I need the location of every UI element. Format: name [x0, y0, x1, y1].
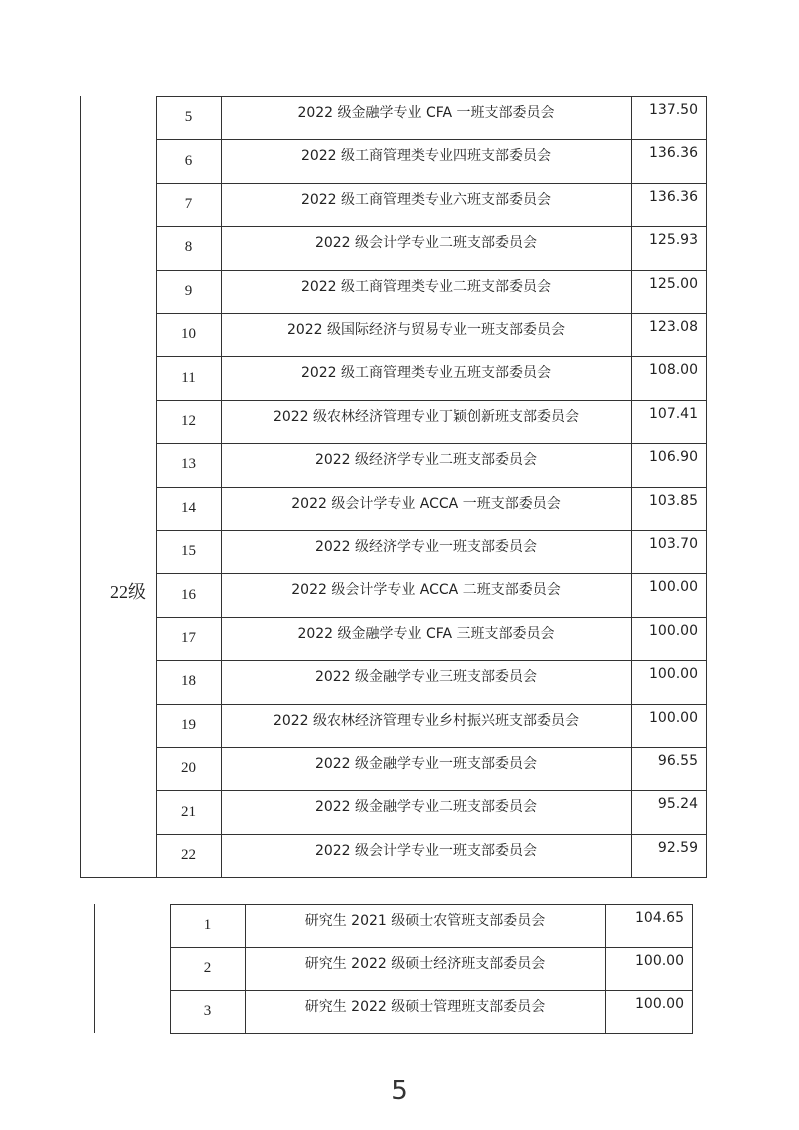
- score-value: 100.00: [649, 709, 698, 726]
- row-number: 13: [181, 456, 196, 473]
- branch-name: 2022 级会计学专业二班支部委员会: [314, 235, 538, 252]
- score-value: 136.36: [649, 145, 698, 162]
- table-border: [94, 904, 95, 1033]
- row-number: 12: [181, 412, 196, 429]
- branch-name: 研究生 2022 级硕士经济班支部委员会: [304, 956, 546, 972]
- score-value: 100.00: [649, 622, 698, 639]
- score-value: 95.24: [657, 796, 698, 813]
- score-value: 100.00: [635, 996, 684, 1012]
- table-border: [80, 96, 81, 877]
- score-value: 125.00: [649, 275, 698, 292]
- branch-name: 2022 级经济学专业二班支部委员会: [314, 452, 538, 469]
- row-number: 15: [181, 543, 196, 560]
- score-value: 96.55: [657, 753, 698, 769]
- score-value: 104.65: [635, 910, 684, 926]
- row-number: 5: [184, 109, 193, 126]
- score-value: 123.08: [649, 319, 698, 335]
- branch-name: 2022 级农林经济管理专业乡村振兴班支部委员会: [272, 712, 580, 729]
- row-number: 16: [181, 586, 196, 603]
- branch-name: 2022 级会计学专业 ACCA 二班支部委员会: [291, 582, 561, 599]
- score-value: 103.70: [649, 536, 698, 552]
- table-border: [80, 877, 156, 878]
- table-border: [170, 1033, 693, 1034]
- row-number: 20: [181, 760, 196, 777]
- branch-name: 2022 级金融学专业 CFA 一班支部委员会: [297, 105, 555, 121]
- row-number: 3: [203, 1003, 212, 1019]
- branch-name: 2022 级金融学专业一班支部委员会: [314, 756, 538, 772]
- branch-name: 2022 级金融学专业二班支部委员会: [314, 799, 538, 816]
- branch-name: 2022 级国际经济与贸易专业一班支部委员会: [286, 322, 566, 338]
- table-border: [692, 904, 693, 1033]
- branch-name: 2022 级金融学专业 CFA 三班支部委员会: [297, 625, 555, 642]
- row-number: 7: [184, 195, 193, 212]
- row-number: 19: [181, 716, 196, 733]
- group-label: 22级: [110, 582, 146, 602]
- branch-name: 研究生 2022 级硕士管理班支部委员会: [304, 999, 546, 1015]
- table-border: [156, 877, 707, 878]
- row-number: 17: [181, 629, 196, 646]
- score-value: 103.85: [649, 492, 698, 509]
- page-number: 5: [391, 1076, 408, 1106]
- score-value: 106.90: [649, 449, 698, 466]
- branch-name: 2022 级会计学专业一班支部委员会: [314, 842, 538, 859]
- row-number: 21: [181, 803, 196, 820]
- score-value: 107.41: [649, 405, 698, 422]
- row-number: 18: [181, 673, 196, 690]
- row-number: 14: [181, 499, 196, 516]
- score-value: 100.00: [649, 666, 698, 683]
- score-value: 92.59: [657, 839, 698, 856]
- score-value: 125.93: [649, 232, 698, 249]
- branch-name: 2022 级工商管理类专业五班支部委员会: [300, 365, 552, 382]
- row-number: 10: [181, 326, 196, 343]
- row-number: 1: [203, 917, 212, 933]
- branch-name: 2022 级工商管理类专业二班支部委员会: [300, 278, 552, 295]
- score-value: 100.00: [635, 953, 684, 969]
- score-value: 100.00: [649, 579, 698, 596]
- branch-name: 2022 级农林经济管理专业丁颖创新班支部委员会: [272, 408, 580, 425]
- row-number: 8: [184, 239, 193, 256]
- row-number: 11: [181, 369, 196, 386]
- row-number: 22: [181, 846, 196, 863]
- branch-name: 2022 级经济学专业一班支部委员会: [314, 539, 538, 555]
- branch-name: 2022 级工商管理类专业四班支部委员会: [300, 148, 552, 165]
- row-number: 6: [184, 152, 193, 169]
- score-value: 137.50: [649, 102, 698, 118]
- branch-name: 2022 级工商管理类专业六班支部委员会: [300, 191, 552, 208]
- score-value: 136.36: [649, 188, 698, 205]
- score-value: 108.00: [649, 362, 698, 379]
- branch-name: 研究生 2021 级硕士农管班支部委员会: [304, 913, 546, 929]
- branch-name: 2022 级会计学专业 ACCA 一班支部委员会: [291, 495, 561, 512]
- branch-name: 2022 级金融学专业三班支部委员会: [314, 669, 538, 686]
- row-number: 9: [184, 282, 193, 299]
- row-number: 2: [203, 960, 212, 976]
